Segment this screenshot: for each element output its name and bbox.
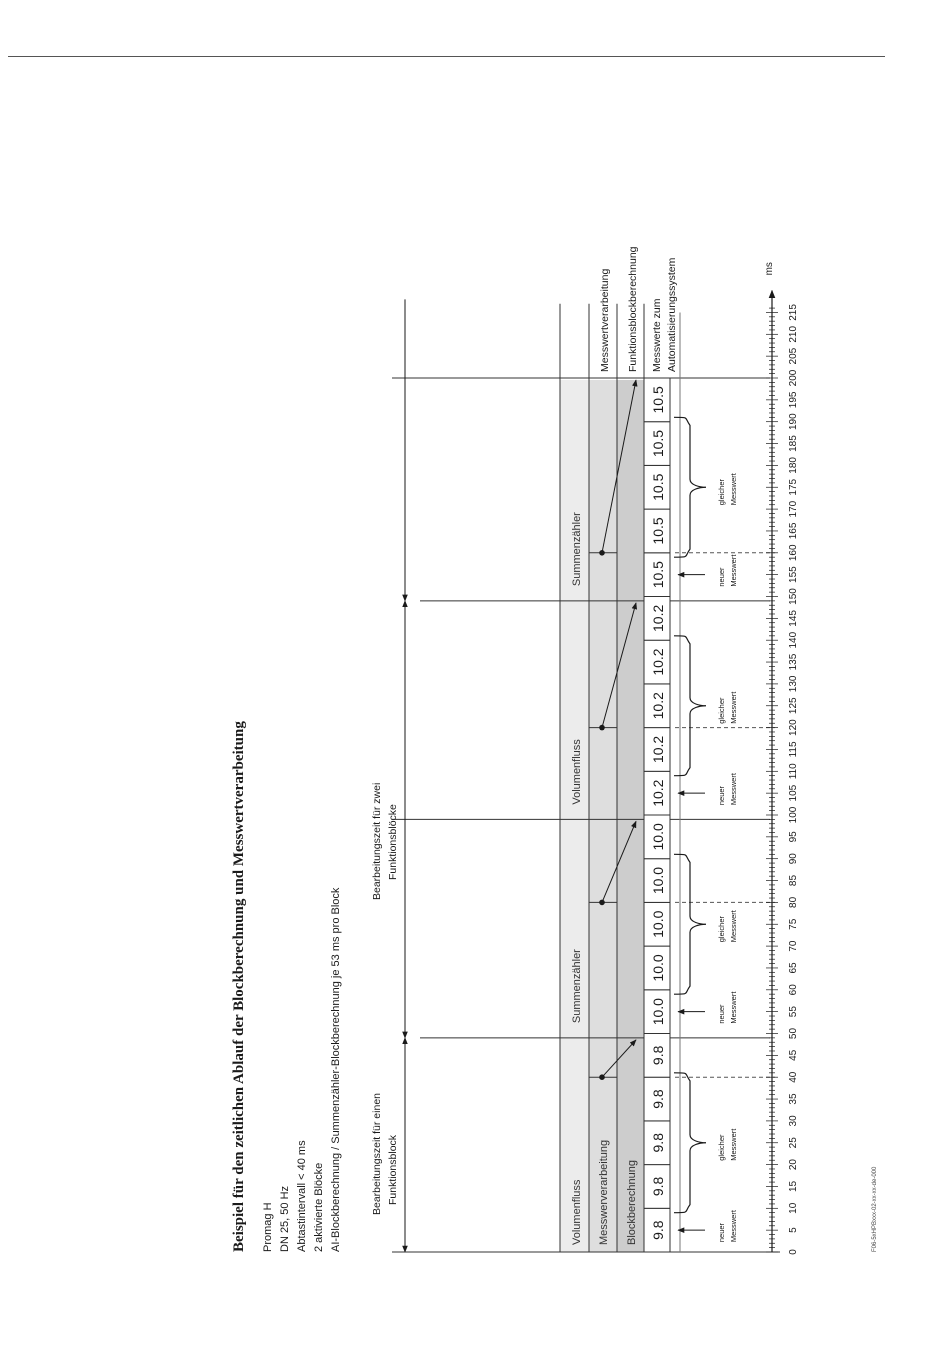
neuer-text2-2: Messwert: [729, 773, 738, 806]
gleicher-text2-2: Messwert: [729, 691, 738, 724]
value-cells: [644, 378, 670, 1252]
value-text-15: 10.5: [650, 561, 666, 589]
gleicher-text-2: gleicher: [717, 697, 726, 724]
block-label-1: Volumenfluss: [571, 739, 583, 805]
value-text-9: 10.0: [650, 823, 666, 851]
gleicher-text-3: gleicher: [717, 478, 726, 506]
time-axis: [764, 262, 799, 1255]
info-line-3: Abtastintervall < 40 ms: [296, 1140, 308, 1252]
value-text-14: 10.2: [650, 604, 666, 632]
axis-tick-label-21: 105: [788, 784, 799, 802]
axis-tick-label-12: 60: [788, 984, 799, 996]
axis-tick-label-22: 110: [788, 763, 799, 780]
value-text-2: 9.8: [650, 1133, 666, 1153]
gleicher-brace-0: [674, 1073, 706, 1213]
axis-tick-label-0: 0: [788, 1249, 799, 1255]
gleicher-text2-0: Messwert: [729, 1128, 738, 1161]
gleicher-text2-3: Messwert: [729, 473, 738, 506]
label-messwertverarbeitung: Messwerverarbeitung: [598, 1139, 610, 1245]
value-text-8: 10.0: [650, 866, 666, 895]
value-text-13: 10.2: [650, 648, 666, 676]
axis-tick-label-29: 145: [788, 610, 799, 627]
axis-tick-label-43: 215: [788, 304, 799, 321]
axis-tick-label-34: 170: [788, 500, 799, 518]
diagram-title: Beispiel für den zeitlichen Ablauf der Blockberechnung und Messwertverarbeitung: [231, 721, 247, 1252]
axis-tick-label-1: 5: [788, 1227, 799, 1233]
neuer-text2-0: Messwert: [729, 1210, 738, 1243]
band-blockberechnung: [617, 380, 644, 1252]
header-messwerte-line-2: Automatisierungssystem: [666, 257, 678, 372]
neuer-text-3: neuer: [717, 567, 726, 587]
axis-tick-label-9: 45: [788, 1049, 799, 1061]
axis-tick-label-13: 65: [788, 962, 799, 974]
value-text-19: 10.5: [650, 386, 666, 414]
axis-tick-label-36: 180: [788, 457, 799, 474]
neuer-text2-3: Messwert: [729, 554, 738, 587]
axis-tick-label-24: 120: [788, 719, 799, 736]
axis-tick-label-5: 25: [788, 1137, 799, 1149]
value-text-1: 9.8: [650, 1176, 666, 1197]
processing-time-one-line-1: Bearbeitungszeit für einen: [371, 1093, 383, 1215]
axis-tick-label-14: 70: [788, 940, 799, 952]
axis-tick-label-37: 185: [788, 435, 799, 452]
axis-tick-label-35: 175: [788, 478, 799, 496]
axis-tick-label-10: 50: [788, 1027, 799, 1040]
axis-tick-label-7: 35: [788, 1093, 799, 1105]
figure-code: F06-5xHPBxxx-02-xx-xx-de-000: [872, 1166, 878, 1252]
axis-tick-label-17: 85: [788, 874, 799, 887]
value-text-12: 10.2: [650, 692, 666, 720]
axis-tick-label-23: 115: [788, 741, 799, 758]
block-label-0: Summenzähler: [571, 949, 583, 1024]
value-text-4: 9.8: [650, 1045, 666, 1066]
axis-tick-label-39: 195: [788, 391, 799, 409]
axis-tick-label-33: 165: [788, 522, 799, 540]
value-text-10: 10.2: [650, 779, 666, 807]
gleicher-brace-3: [674, 417, 706, 557]
band-messwertverarbeitung: [589, 380, 617, 1252]
neuer-text2-1: Messwert: [729, 991, 738, 1024]
value-text-11: 10.2: [650, 735, 666, 764]
axis-tick-label-8: 40: [788, 1071, 799, 1083]
axis-tick-label-32: 160: [788, 544, 799, 562]
axis-tick-label-30: 150: [788, 588, 799, 605]
axis-tick-label-16: 80: [788, 896, 799, 908]
value-text-18: 10.5: [650, 429, 666, 458]
axis-tick-label-41: 205: [788, 347, 799, 365]
label-volumenfluss: Volumenfluss: [571, 1179, 583, 1245]
info-line-1: Promag H: [262, 1202, 274, 1252]
value-text-17: 10.5: [650, 473, 666, 501]
axis-unit: ms: [764, 262, 775, 276]
band-backgrounds: [560, 380, 644, 1252]
value-text-7: 10.0: [650, 910, 666, 938]
block-label-2: Summenzähler: [571, 512, 583, 587]
axis-tick-label-4: 20: [788, 1159, 799, 1171]
value-text-6: 10.0: [650, 954, 666, 982]
value-text-5: 10.0: [650, 998, 666, 1026]
info-line-2: DN 25, 50 Hz: [279, 1185, 291, 1252]
annotations: [674, 417, 738, 1242]
label-blockberechnung: Blockberechnung: [626, 1159, 638, 1245]
band-volumenfluss: [560, 380, 589, 1252]
axis-tick-label-20: 100: [788, 806, 799, 824]
axis-tick-label-26: 130: [788, 675, 799, 693]
neuer-text-0: neuer: [717, 1222, 726, 1243]
info-line-5: AI-Blockberechnung / Summenzähler-Blockberechnung je 53 ms pro Block: [330, 887, 342, 1252]
axis-tick-label-27: 135: [788, 653, 799, 671]
value-text-0: 9.8: [650, 1220, 666, 1240]
gleicher-brace-2: [674, 636, 706, 776]
value-text-3: 9.8: [650, 1089, 666, 1109]
axis-tick-label-40: 200: [788, 369, 799, 387]
gleicher-text-0: gleicher: [717, 1134, 726, 1161]
value-text-16: 10.5: [650, 517, 666, 545]
header-messwerte-line-1: Messwerte zum: [651, 298, 663, 372]
processing-time-two-line-1: Bearbeitungszeit für zwei: [371, 782, 383, 900]
axis-tick-label-15: 75: [788, 918, 799, 930]
axis-tick-label-11: 55: [788, 1006, 799, 1018]
axis-tick-label-31: 155: [788, 566, 799, 583]
processing-time-two-line-2: Funktionsblöcke: [387, 804, 399, 880]
axis-tick-label-18: 90: [788, 853, 799, 865]
axis-tick-label-25: 125: [788, 697, 799, 715]
axis-tick-label-38: 190: [788, 413, 799, 431]
info-line-4: 2 aktivierte Blöcke: [313, 1162, 325, 1252]
axis-tick-label-6: 30: [788, 1115, 799, 1127]
axis-tick-label-2: 10: [788, 1202, 799, 1214]
neuer-text-2: neuer: [717, 785, 726, 806]
axis-tick-label-42: 210: [788, 325, 799, 343]
processing-time-one-line-2: Funktionsblock: [387, 1134, 399, 1205]
axis-tick-label-28: 140: [788, 631, 799, 649]
header-messwertverarbeitung: Messwertverarbeitung: [599, 268, 611, 372]
header-funktionsblockberechnung: Funktionsblockberechnung: [627, 246, 639, 372]
neuer-text-1: neuer: [717, 1004, 726, 1024]
axis-tick-label-3: 15: [788, 1180, 799, 1193]
axis-tick-label-19: 95: [788, 831, 799, 843]
gleicher-brace-1: [674, 854, 706, 994]
gleicher-text2-1: Messwert: [729, 910, 738, 943]
gleicher-text-1: gleicher: [717, 915, 726, 943]
